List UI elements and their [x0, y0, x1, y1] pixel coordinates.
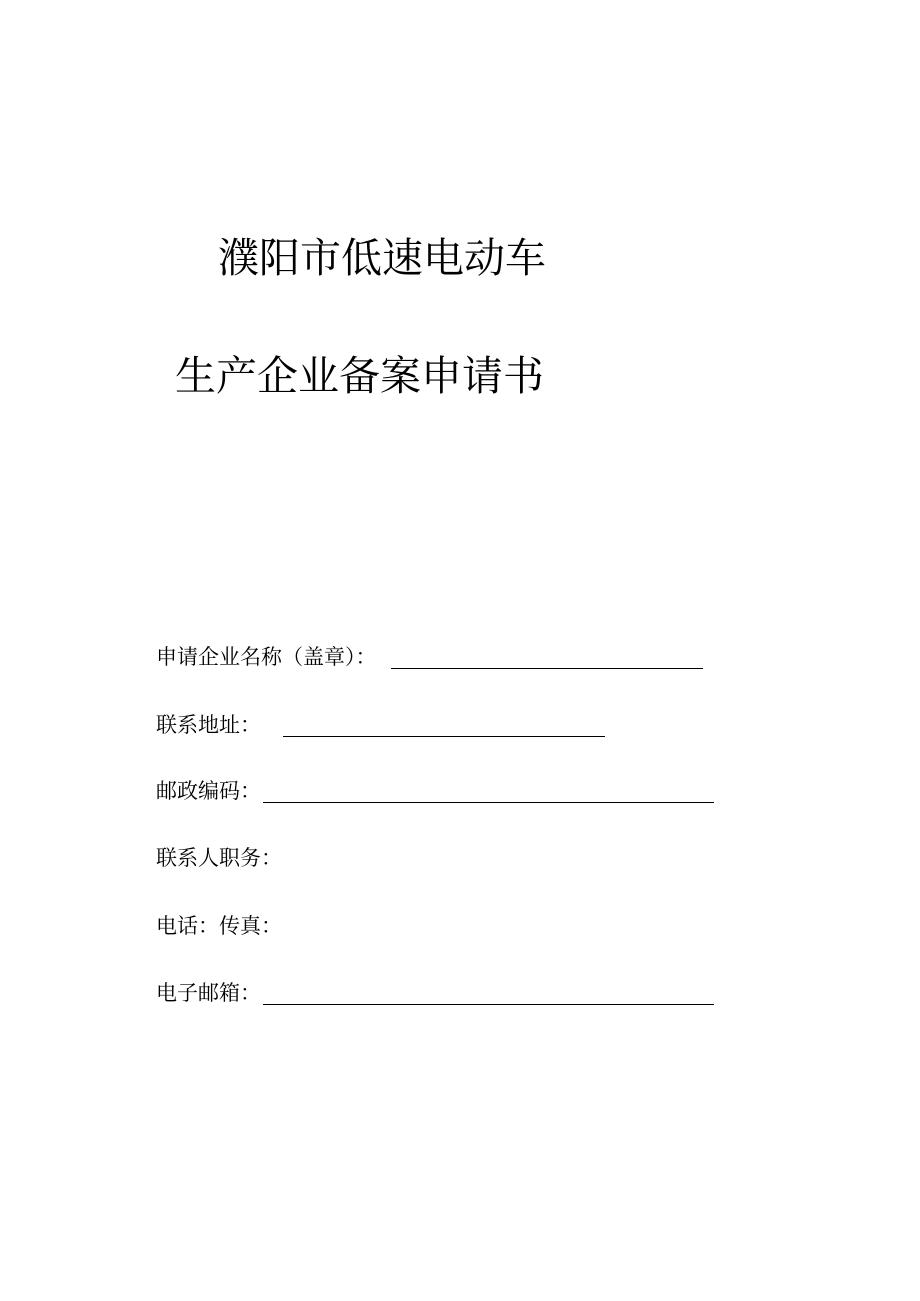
postal-code-blank[interactable]: [263, 780, 714, 803]
email-blank[interactable]: [263, 982, 714, 1005]
document-title-line2: 生产企业备案申请书: [175, 352, 544, 400]
address-blank[interactable]: [283, 714, 605, 737]
address-field: [156, 709, 605, 739]
postal-code-field: [156, 775, 714, 805]
email-label: 电子邮箱：: [156, 981, 261, 1005]
address-label: 联系地址：: [156, 713, 261, 737]
company-name-label: 申请企业名称（盖章）：: [156, 645, 377, 669]
phone-fax-field: [156, 910, 282, 940]
company-name-field: [156, 641, 703, 671]
phone-fax-label: 电话：传真：: [156, 914, 282, 938]
email-field: [156, 977, 714, 1007]
company-name-blank[interactable]: [391, 646, 703, 669]
postal-code-label: 邮政编码：: [156, 779, 261, 803]
document-title-line1: 濮阳市低速电动车: [218, 234, 546, 282]
contact-position-field: [156, 842, 282, 872]
contact-position-label: 联系人职务：: [156, 846, 282, 870]
